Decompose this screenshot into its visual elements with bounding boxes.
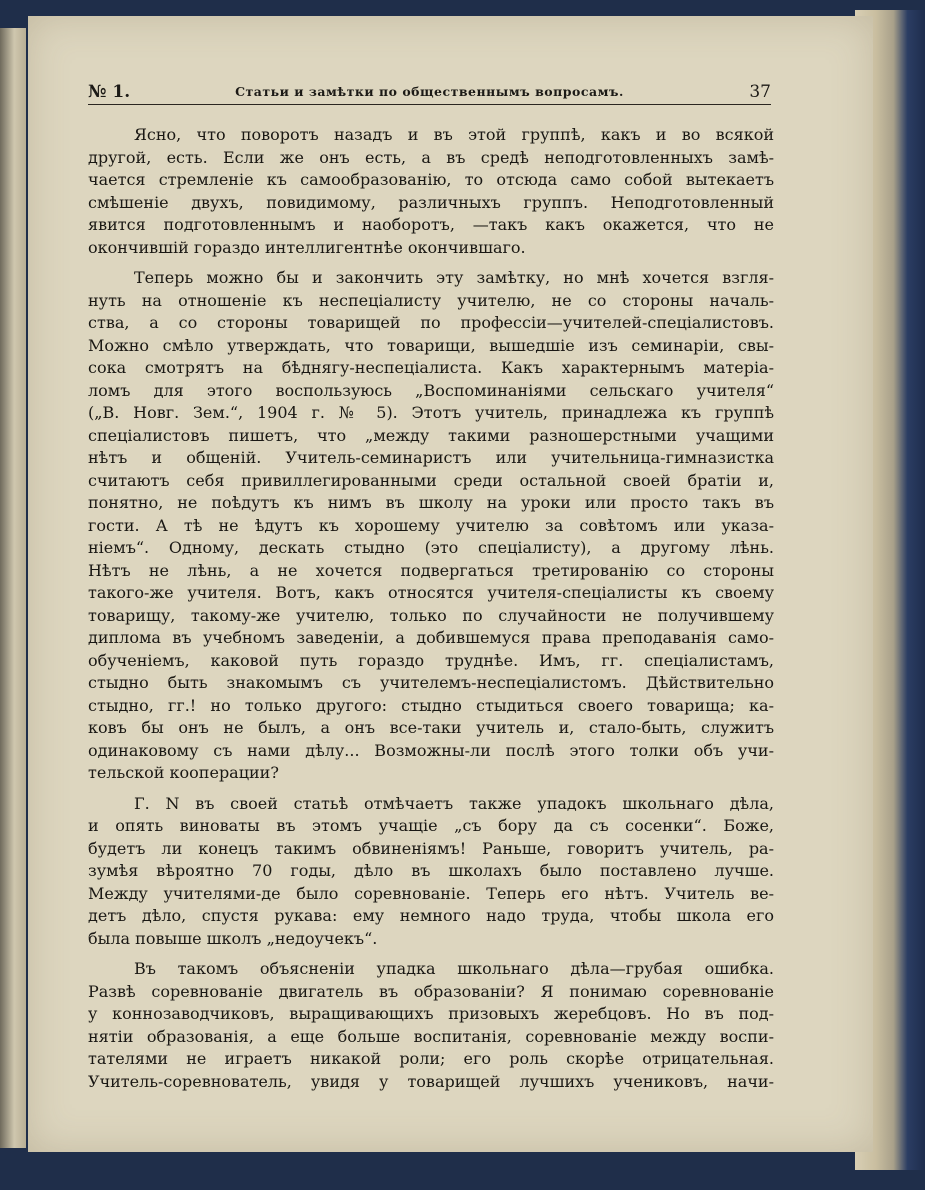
paragraph	[88, 267, 774, 785]
text-line: гости. А тѣ не ѣдутъ къ хорошему учителю за совѣтомъ или указа-	[88, 515, 774, 535]
text-line: Нѣтъ не лѣнь, а не хочется подвергаться третированію со стороны	[88, 560, 774, 580]
text-line: понятно, не поѣдутъ къ нимъ въ школу на уроки или просто такъ въ	[88, 493, 774, 512]
paragraph	[88, 124, 774, 259]
text-line: тателями не играетъ никакой роли; его роль скорѣе отрицательная.	[88, 1049, 774, 1068]
text-line: ніемъ“. Одному, дескать стыдно (это спеціалисту), а другому лѣнь.	[88, 538, 774, 557]
text-line: ломъ для этого воспользуюсь „Воспоминаніями сельскаго учителя“	[88, 380, 774, 400]
text-line: Г. N въ своей статьѣ отмѣчаетъ также упадокъ школьнаго дѣла,	[134, 793, 774, 813]
text-line: Можно смѣло утверждать, что товарищи, вышедшіе изъ семинаріи, свы-	[88, 335, 774, 355]
text-line: ковъ бы онъ не былъ, а онъ все-таки учитель и, стало-быть, служитъ	[88, 718, 774, 737]
text-line: такого-же учителя. Вотъ, какъ относятся учителя-спеціалисты къ своему	[88, 583, 774, 602]
text-line: нятіи образованія, а еще больше воспитанія, соревнованіе между воспи-	[88, 1026, 774, 1046]
text-line: ства, а со стороны товарищей по профессіи—учителей-спеціалистовъ.	[88, 313, 774, 332]
text-line: спеціалистовъ пишетъ, что „между такими разношерстными учащими	[88, 425, 774, 445]
text-line: Теперь можно бы и закончить эту замѣтку, но мнѣ хочется взгля-	[134, 268, 774, 287]
text-line: сока смотрятъ на бѣднягу-неспеціалиста. Какъ характернымъ матеріа-	[88, 358, 774, 377]
text-line: считаютъ себя привиллегированными среди остальной своей братіи и,	[88, 470, 774, 490]
text-line: нѣтъ и общеній. Учитель-семинаристъ или учительница-гимназистка	[88, 448, 774, 467]
text-line: диплома въ учебномъ заведеніи, а добившемуся права преподаванія само-	[88, 628, 774, 647]
text-line: другой, есть. Если же онъ есть, а въ средѣ неподготовленныхъ замѣ-	[88, 147, 774, 167]
text-line: Учитель-соревнователь, увидя у товарищей лучшихъ учениковъ, начи-	[88, 1071, 774, 1091]
text-line: Ясно, что поворотъ назадъ и въ этой группѣ, какъ и во всякой	[134, 125, 774, 144]
text-line: обученіемъ, каковой путь гораздо труднѣе. Имъ, гг. спеціалистамъ,	[88, 650, 774, 670]
text-line: явится подготовленнымъ и наоборотъ, —такъ какъ окажется, что не	[88, 215, 774, 234]
text-line: чается стремленіе къ самообразованію, то отсюда само собой вытекаетъ	[88, 170, 774, 189]
text-line: у коннозаводчиковъ, выращивающихъ призовыхъ жеребцовъ. Но въ под-	[88, 1004, 774, 1023]
left-page-edge	[0, 28, 26, 1148]
text-line: Въ такомъ объясненіи упадка школьнаго дѣла—грубая ошибка.	[134, 959, 774, 978]
text-line: одинаковому съ нами дѣлу... Возможны-ли послѣ этого толки объ учи-	[88, 740, 774, 760]
paragraph	[88, 958, 774, 1093]
text-line: будетъ ли конецъ такимъ обвиненіямъ! Раньше, говоритъ учитель, ра-	[88, 838, 774, 858]
article-body	[88, 124, 774, 1101]
text-line: зумѣя вѣроятно 70 годы, дѣло въ школахъ было поставлено лучше.	[88, 861, 774, 880]
paragraph	[88, 793, 774, 951]
text-line: детъ дѣло, спустя рукава: ему немного надо труда, чтобы школа его	[88, 906, 774, 925]
text-line: Развѣ соревнованіе двигатель въ образованіи? Я понимаю соревнованіе	[88, 981, 774, 1001]
text-line: нуть на отношеніе къ неспеціалисту учителю, не со стороны началь-	[88, 290, 774, 310]
text-line: („В. Новг. Зем.“, 1904 г. № 5). Этотъ учитель, принадлежа къ группѣ	[88, 403, 774, 422]
running-header	[88, 82, 771, 105]
running-title: Статьи и замѣтки по общественнымъ вопросамъ.	[235, 84, 624, 99]
text-line: окончившій гораздо интеллигентнѣе окончившаго.	[88, 237, 526, 257]
text-line: стыдно, гг.! но только другого: стыдно стыдиться своего товарища; ка-	[88, 695, 774, 715]
text-line: стыдно быть знакомымъ съ учителемъ-неспеціалистомъ. Дѣйствительно	[88, 673, 774, 692]
text-line: Между учителями-де было соревнованіе. Теперь его нѣтъ. Учитель ве-	[88, 883, 774, 903]
text-line: была повыше школъ „недоучекъ“.	[88, 928, 378, 948]
text-line: тельской кооперации?	[88, 763, 279, 782]
text-line: товарищу, такому-же учителю, только по случайности не получившему	[88, 605, 774, 625]
issue-number: № 1.	[88, 82, 131, 102]
page-number: 37	[749, 82, 771, 102]
text-line: смѣшеніе двухъ, повидимому, различныхъ группъ. Неподготовленный	[88, 192, 774, 212]
text-line: и опять виноваты въ этомъ учащіе „съ бору да съ сосенки“. Боже,	[88, 816, 774, 835]
